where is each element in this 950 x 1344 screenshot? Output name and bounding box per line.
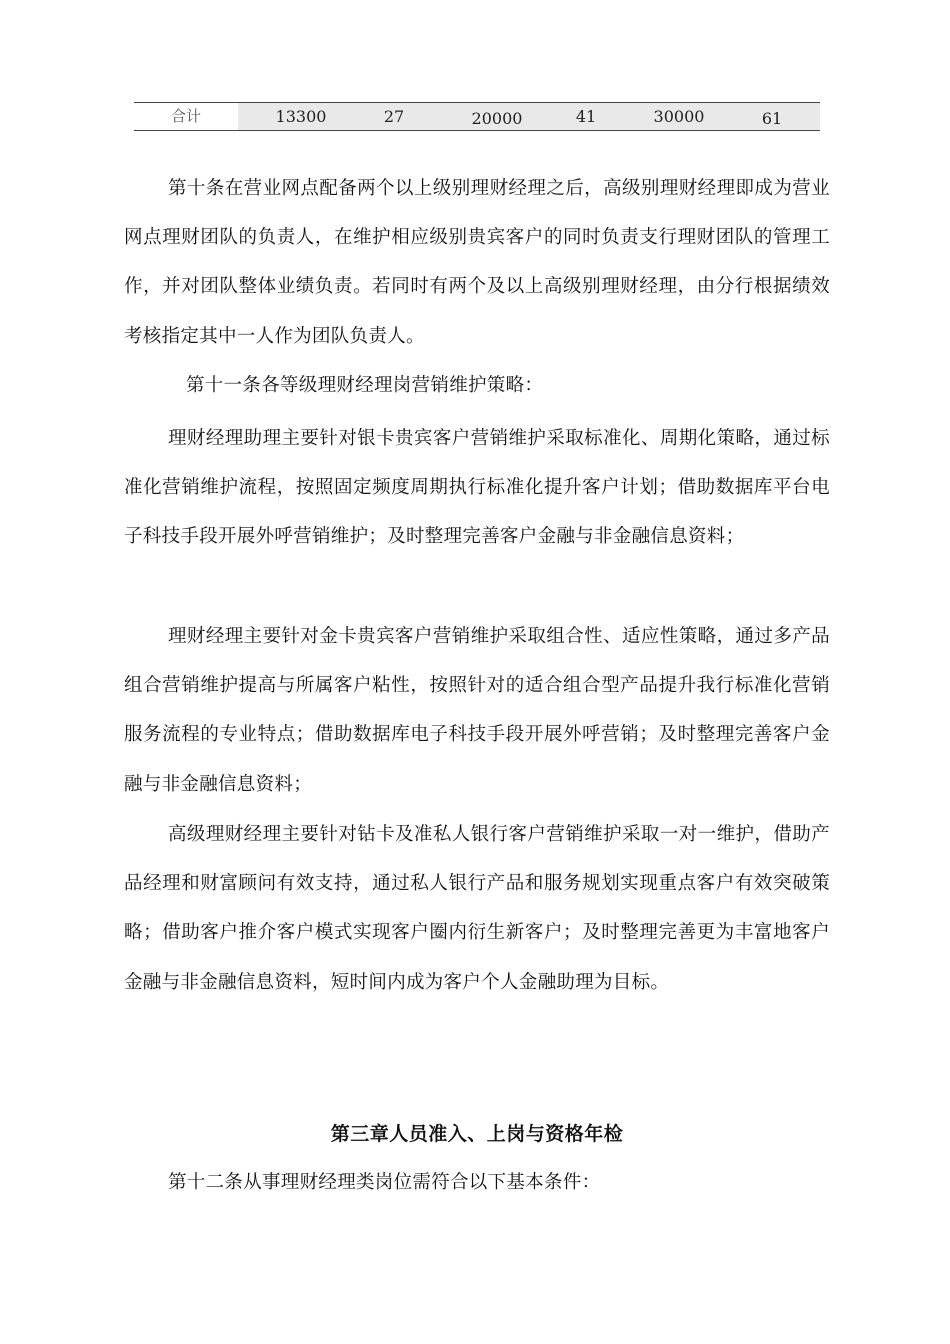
summary-value-3: 20000 (471, 108, 523, 128)
summary-value-5: 30000 (653, 107, 705, 126)
summary-value-6: 61 (761, 108, 783, 128)
summary-values (238, 103, 820, 130)
chapter-3-heading: 第三章人员准入、上岗与资格年检 (330, 1123, 624, 1145)
summary-value-4: 41 (575, 107, 597, 126)
summary-value-2: 27 (383, 107, 405, 126)
assistant-manager-strategy-paragraph: 理财经理助理主要针对银卡贵宾客户营销维护采取标准化、周期化策略，通过标准化营销维护流程，按照固定频度周期执行标准化提升客户计划；借助数据库平台电子科技手段开展外呼营销维护；及时整理完善客户金融与非金融信息资料； (124, 428, 830, 548)
article-11-paragraph: 第十一条各等级理财经理岗营销维护策略： (186, 375, 544, 396)
summary-table-row (134, 102, 820, 131)
summary-label: 合计 (134, 103, 238, 130)
senior-manager-strategy-paragraph: 高级理财经理主要针对钻卡及准私人银行客户营销维护采取一对一维护，借助产品经理和财富顾问有效支持，通过私人银行产品和服务规划实现重点客户有效突破策略；借助客户推介客户模式实现客户圈内衍生新客户；及时整理完善更为丰富地客户金融与非金融信息资料，短时间内成为客户个人金融助理为目标。 (124, 824, 830, 993)
article-12-paragraph: 第十二条从事理财经理类岗位需符合以下基本条件： (168, 1172, 601, 1193)
manager-strategy-paragraph: 理财经理主要针对金卡贵宾客户营销维护采取组合性、适应性策略，通过多产品组合营销维护提高与所属客户粘性，按照针对的适合组合型产品提升我行标准化营销服务流程的专业特点；借助数据库电子科技手段开展外呼营销；及时整理完善客户金融与非金融信息资料； (124, 626, 830, 795)
summary-value-1: 13300 (275, 107, 327, 126)
article-10-paragraph: 第十条在营业网点配备两个以上级别理财经理之后，高级别理财经理即成为营业网点理财团队的负责人，在维护相应级别贵宾客户的同时负责支行理财团队的管理工作，并对团队整体业绩负责。若同时有两个及以上高级别理财经理，由分行根据绩效考核指定其中一人作为团队负责人。 (124, 178, 830, 347)
